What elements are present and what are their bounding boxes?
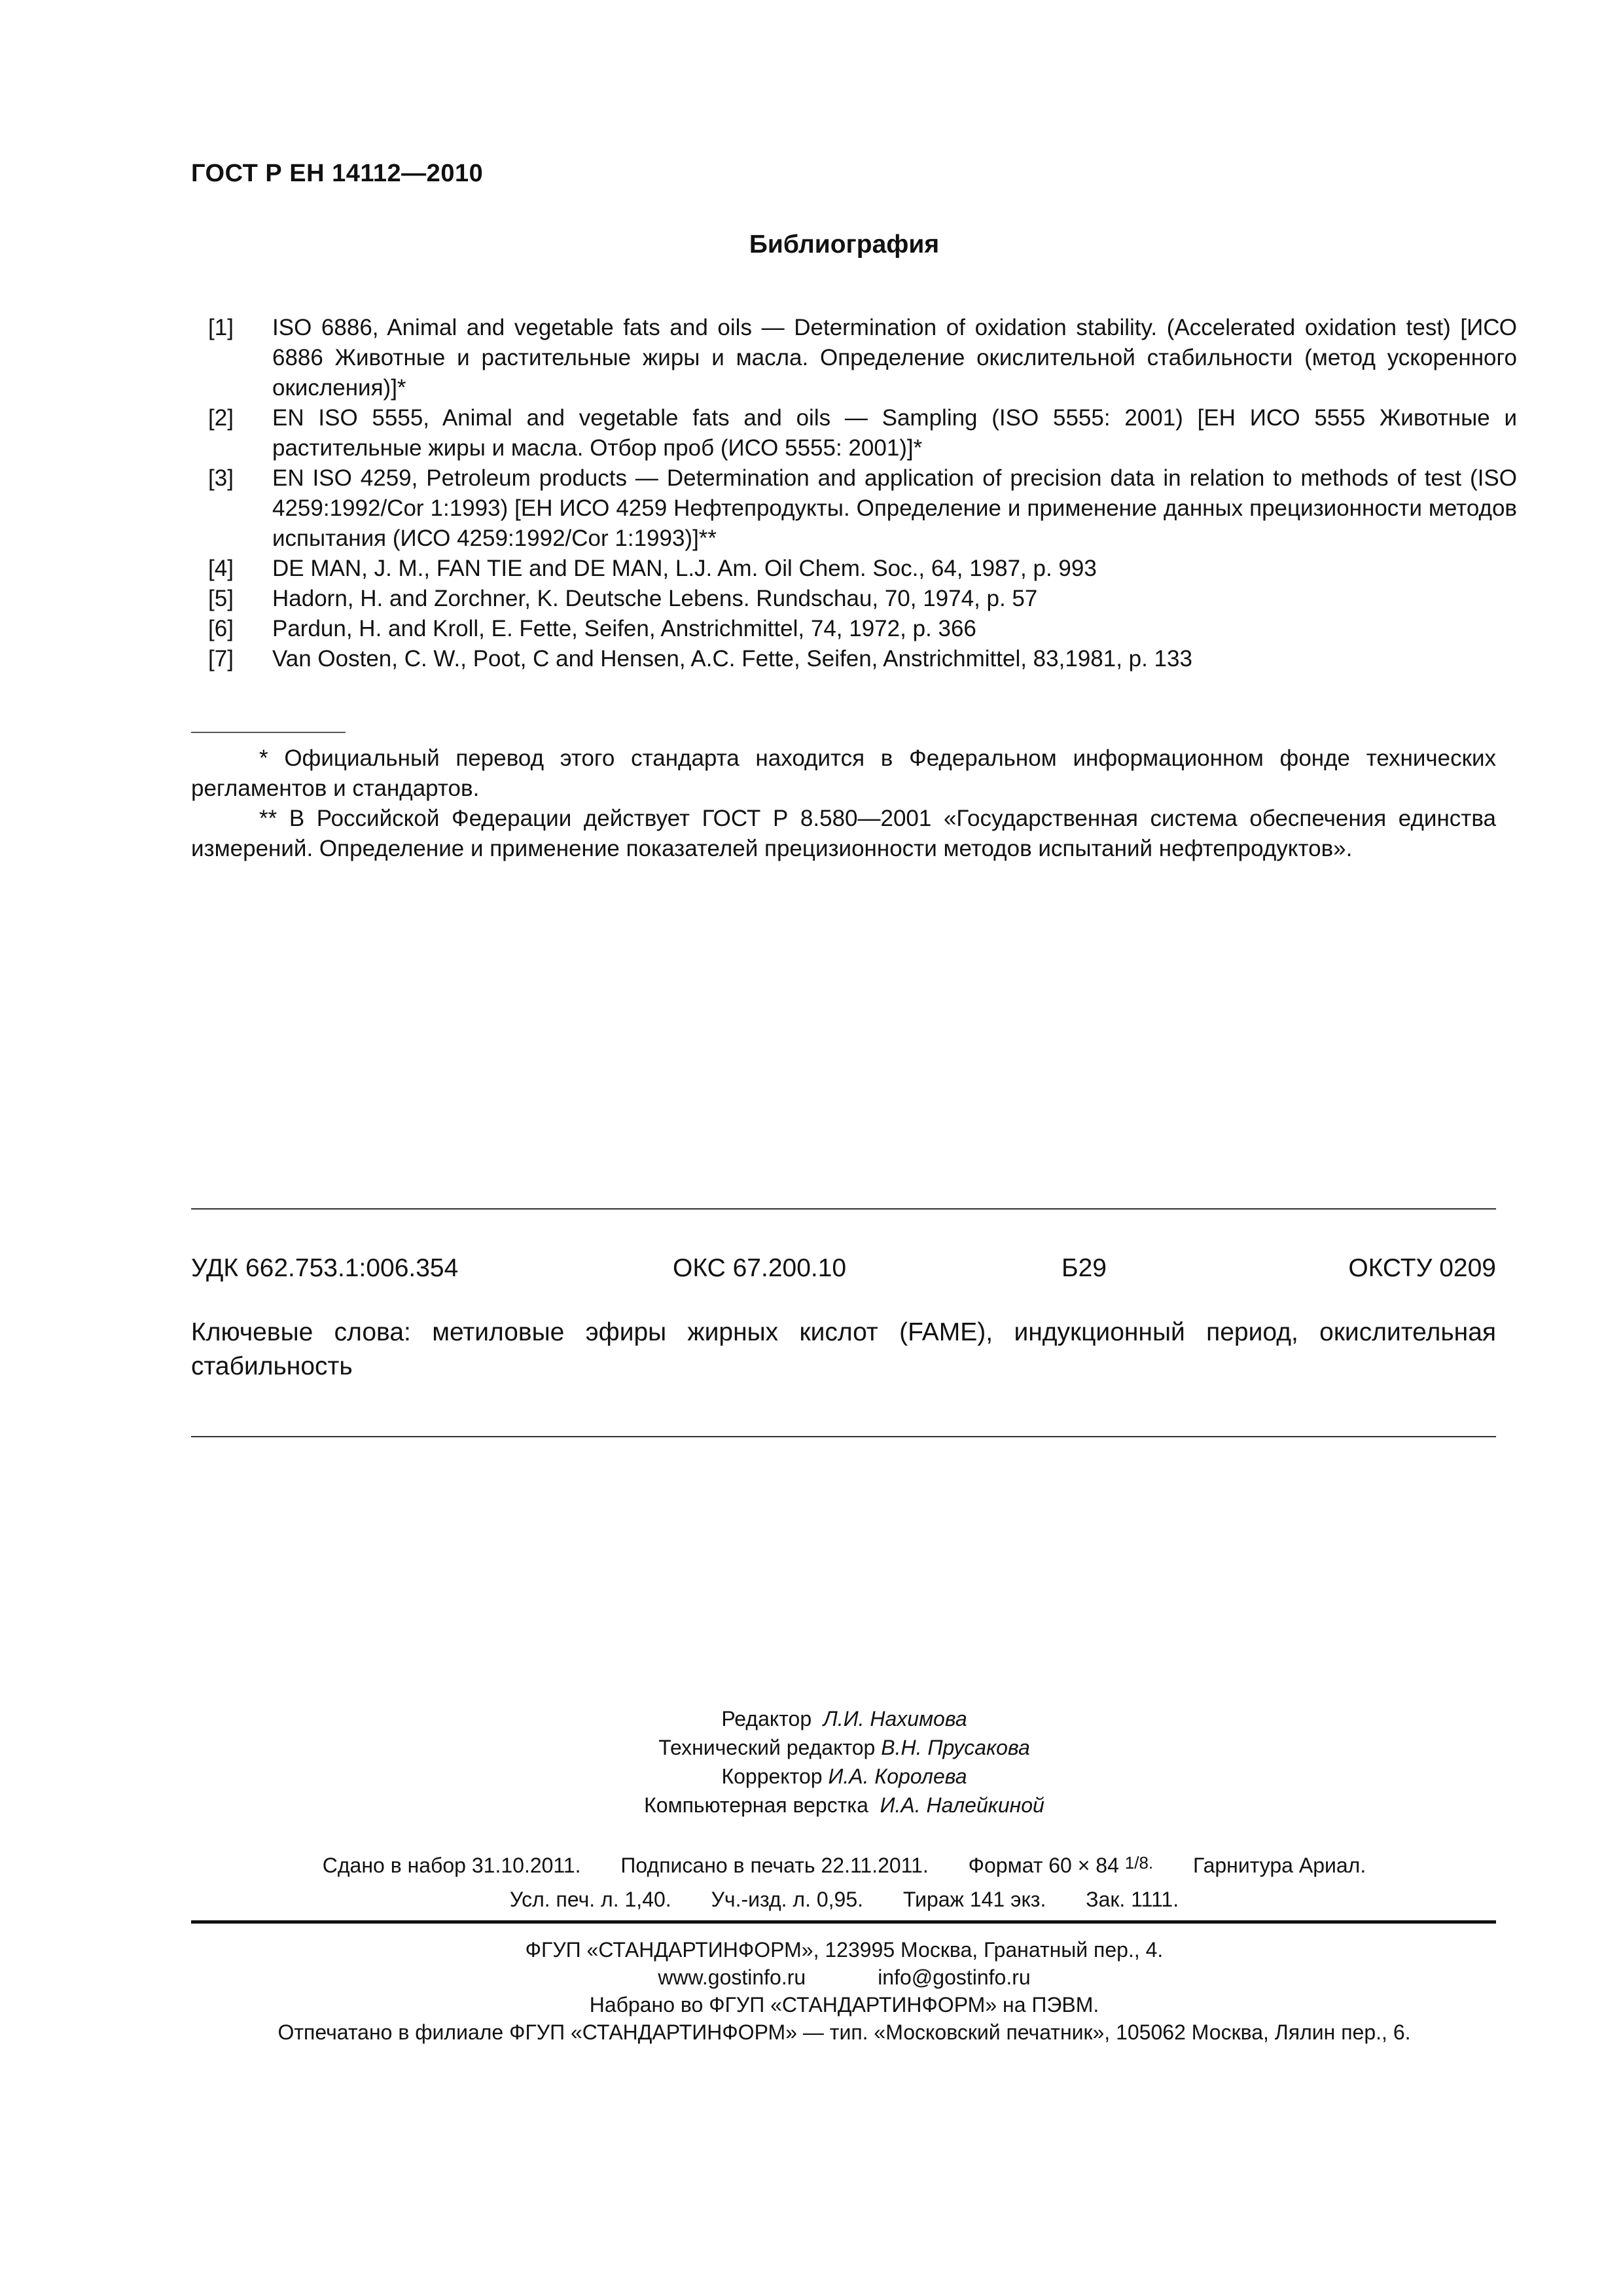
printed-line: Отпечатано в филиале ФГУП «СТАНДАРТИНФОРМ» — тип. «Московский печатник», 105062 Москва, Лялин пер., 6. [277, 2020, 1411, 2044]
bibliography-item-text: Van Oosten, C. W., Poot, C and Hensen, A.C. Fette, Seifen, Anstrichmittel, 83,1981, p. 133 [272, 646, 1192, 672]
bibliography-item-text: DE MAN, J. M., FAN TIE and DE MAN, L.J. Am. Oil Chem. Soc., 64, 1987, p. 993 [272, 556, 1097, 581]
format-text: Формат 60 × 84 [968, 1854, 1119, 1877]
b-code: Б29 [1061, 1254, 1107, 1282]
publication-line-1 [0, 1853, 1623, 1878]
keywords: Ключевые слова: метиловые эфиры жирных кислот (FAME), индукционный период, окислительная стабильность [191, 1318, 1496, 1380]
bibliography-item [208, 403, 1517, 463]
bibliography-item-text: EN ISO 4259, Petroleum products — Determination and application of precision data in relation to methods of test (ISO 4259:1992/Cor 1:1993) [ЕН ИСО 4259 Нефтепродукты. Определение и применение данных прецизионности методов испытания (ИСО 4259:1992/Cor 1:1993)]** [272, 465, 1517, 551]
typeset-line: Набрано во ФГУП «СТАНДАРТИНФОРМ» на ПЭВМ. [589, 1993, 1099, 2017]
doc-code: ГОСТ Р ЕН 14112—2010 [191, 160, 484, 187]
udk-code: УДК 662.753.1:006.354 [191, 1254, 459, 1282]
order-number: Зак. 1111. [1086, 1888, 1179, 1911]
bibliography-item-text: EN ISO 5555, Animal and vegetable fats and oils — Sampling (ISO 5555: 2001) [ЕН ИСО 5555 Животные и растительные жиры и масла. Отбор проб (ИСО 5555: 2001)]* [272, 405, 1517, 461]
email-link[interactable]: info@gostinfo.ru [878, 1965, 1031, 1989]
bibliography-item [208, 584, 1517, 614]
print-sheets: Усл. печ. л. 1,40. [509, 1888, 671, 1911]
bibliography-list [208, 313, 1517, 674]
publisher-line: ФГУП «СТАНДАРТИНФОРМ», 123995 Москва, Гранатный пер., 4. [525, 1938, 1164, 1962]
bibliography-item-text: ISO 6886, Animal and vegetable fats and oils — Determination of oxidation stability. (Accelerated oxidation test) [ИСО 6886 Животные и растительные жиры и масла. Определение окислительной стабильности (метод ускоренного окисления)]* [272, 315, 1517, 401]
corrector-name: И.А. Королева [828, 1765, 967, 1788]
bibliography-item-text: Pardun, H. and Kroll, E. Fette, Seifen, Anstrichmittel, 74, 1972, p. 366 [272, 616, 976, 641]
bibliography-item [208, 313, 1517, 403]
corrector-line [0, 1762, 1623, 1791]
bibliography-item-number: [4] [208, 556, 234, 581]
bibliography-item-number: [2] [208, 405, 234, 431]
imprint-rule [191, 1920, 1496, 1924]
bibliography-title: Библиография [749, 230, 940, 259]
print-run: Тираж 141 экз. [902, 1888, 1046, 1911]
layout-line [0, 1791, 1623, 1820]
signed-to-print: Подписано в печать 22.11.2011. [620, 1854, 929, 1877]
typeface: Гарнитура Ариал. [1193, 1854, 1366, 1877]
footnote-2: ** В Российской Федерации действует ГОСТ Р 8.580—2001 «Государственная система обеспечения единства измерений. Определение и применение показателей прецизионности методов испытаний нефтепродуктов». [191, 806, 1496, 861]
contacts-line [0, 1964, 1623, 1991]
bibliography-item-number: [6] [208, 616, 234, 641]
corrector-label: Корректор [721, 1765, 823, 1788]
editor-label: Редактор [721, 1707, 812, 1731]
bibliography-item [208, 614, 1517, 644]
bibliography-item [208, 644, 1517, 674]
bibliography-item-number: [5] [208, 586, 234, 611]
credits [0, 1704, 1623, 1820]
editor-name: Л.И. Нахимова [823, 1707, 967, 1731]
bibliography-item-number: [1] [208, 315, 234, 340]
imprint [0, 1936, 1623, 2046]
layout-name: И.А. Налейкиной [880, 1793, 1044, 1817]
classification-top-rule [191, 1208, 1496, 1210]
format-fraction: 1/8. [1124, 1853, 1154, 1873]
bibliography-item-number: [3] [208, 465, 234, 491]
edit-sheets: Уч.-изд. л. 0,95. [711, 1888, 864, 1911]
publication-line-2 [0, 1888, 1623, 1912]
classification-row [191, 1254, 1496, 1287]
sent-to-set: Сдано в набор 31.10.2011. [322, 1854, 581, 1877]
tech-editor-line [0, 1733, 1623, 1762]
layout-label: Компьютерная верстка [644, 1793, 868, 1817]
tech-editor-name: В.Н. Прусакова [881, 1736, 1030, 1759]
keywords-bottom-rule [191, 1436, 1496, 1437]
bibliography-item [208, 554, 1517, 584]
oks-code: ОКС 67.200.10 [673, 1254, 847, 1282]
bibliography-item [208, 463, 1517, 554]
website-link[interactable]: www.gostinfo.ru [658, 1965, 806, 1989]
footnotes [191, 744, 1496, 864]
print-format [969, 1853, 1153, 1878]
footnote-divider [191, 732, 346, 733]
okstu-code: ОКСТУ 0209 [1348, 1254, 1496, 1282]
tech-editor-label: Технический редактор [658, 1736, 876, 1759]
editor-line [0, 1704, 1623, 1733]
bibliography-item-number: [7] [208, 646, 234, 672]
bibliography-item-text: Hadorn, H. and Zorchner, K. Deutsche Lebens. Rundschau, 70, 1974, p. 57 [272, 586, 1038, 611]
footnote-1: * Официальный перевод этого стандарта находится в Федеральном информационном фонде технических регламентов и стандартов. [191, 745, 1496, 801]
